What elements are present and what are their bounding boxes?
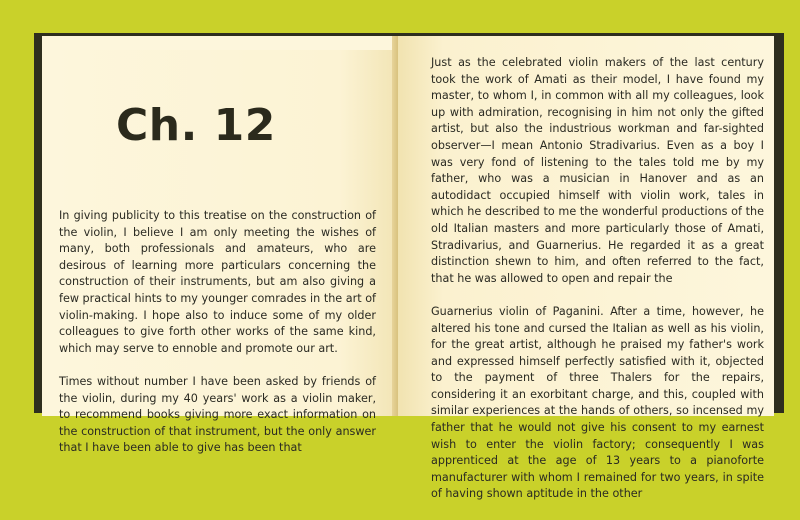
- left-page: [42, 36, 392, 455]
- chapter-title: Ch. 12: [116, 100, 276, 151]
- right-page-text: [431, 55, 764, 520]
- left-page-text: [59, 208, 376, 474]
- right-paragraph-2: Guarnerius violin of Paganini. After a time, however, he altered his tone and cursed the Italian as well as his violin, for the great artist, although he praised my father's work and expressed himself perfectly satisfied with it, objected to the payment of three Thalers for the repairs, considering it an exorbitant charge, and this, coupled with similar experiences at the hands of others, so incensed my father that he would not give his consent to my earnest wish to enter the violin factory; consequently I was apprenticed at the age of 13 years to a pianoforte manufacturer with whom I remained for two years, in spite of having shown aptitude in the other: [431, 304, 764, 501]
- right-paragraph-1: Just as the celebrated violin makers of the last century took the work of Amati as their model, I have found my master, to whom I, in common with all my colleagues, look up with admiration, recognising in him not only the gifted artist, but also the industrious workman and far-sighted observer—I mean Antonio Stradivarius. Even as a boy I was very fond of listening to the tales told me by my father, who was a musician in Hanover and as an autodidact occupied himself with violin work, tales in which he described to me the wonderful productions of the old Italian masters and more particularly those of Amati, Stradivarius, and Guarnerius. He regarded it as a great distinction shewn to him, and often referred to the fact, that he was allowed to open and repair the: [431, 56, 764, 285]
- right-page: [398, 36, 774, 501]
- left-paragraph-2: Times without number I have been asked by friends of the violin, during my 40 years' work as a violin maker, to recommend books giving more exact information on the construction of that instrument, but the only answer that I have been able to give has been that: [59, 374, 376, 455]
- left-paragraph-1: In giving publicity to this treatise on the construction of the violin, I believe I am only meeting the wishes of many, both professionals and amateurs, who are desirous of learning more particulars concerning the construction of their instruments, but am also giving a few practical hints to my younger comrades in the art of violin-making. I hope also to induce some of my older colleagues to give forth other works of the same kind, which may serve to ennoble and promote our art.: [59, 209, 376, 355]
